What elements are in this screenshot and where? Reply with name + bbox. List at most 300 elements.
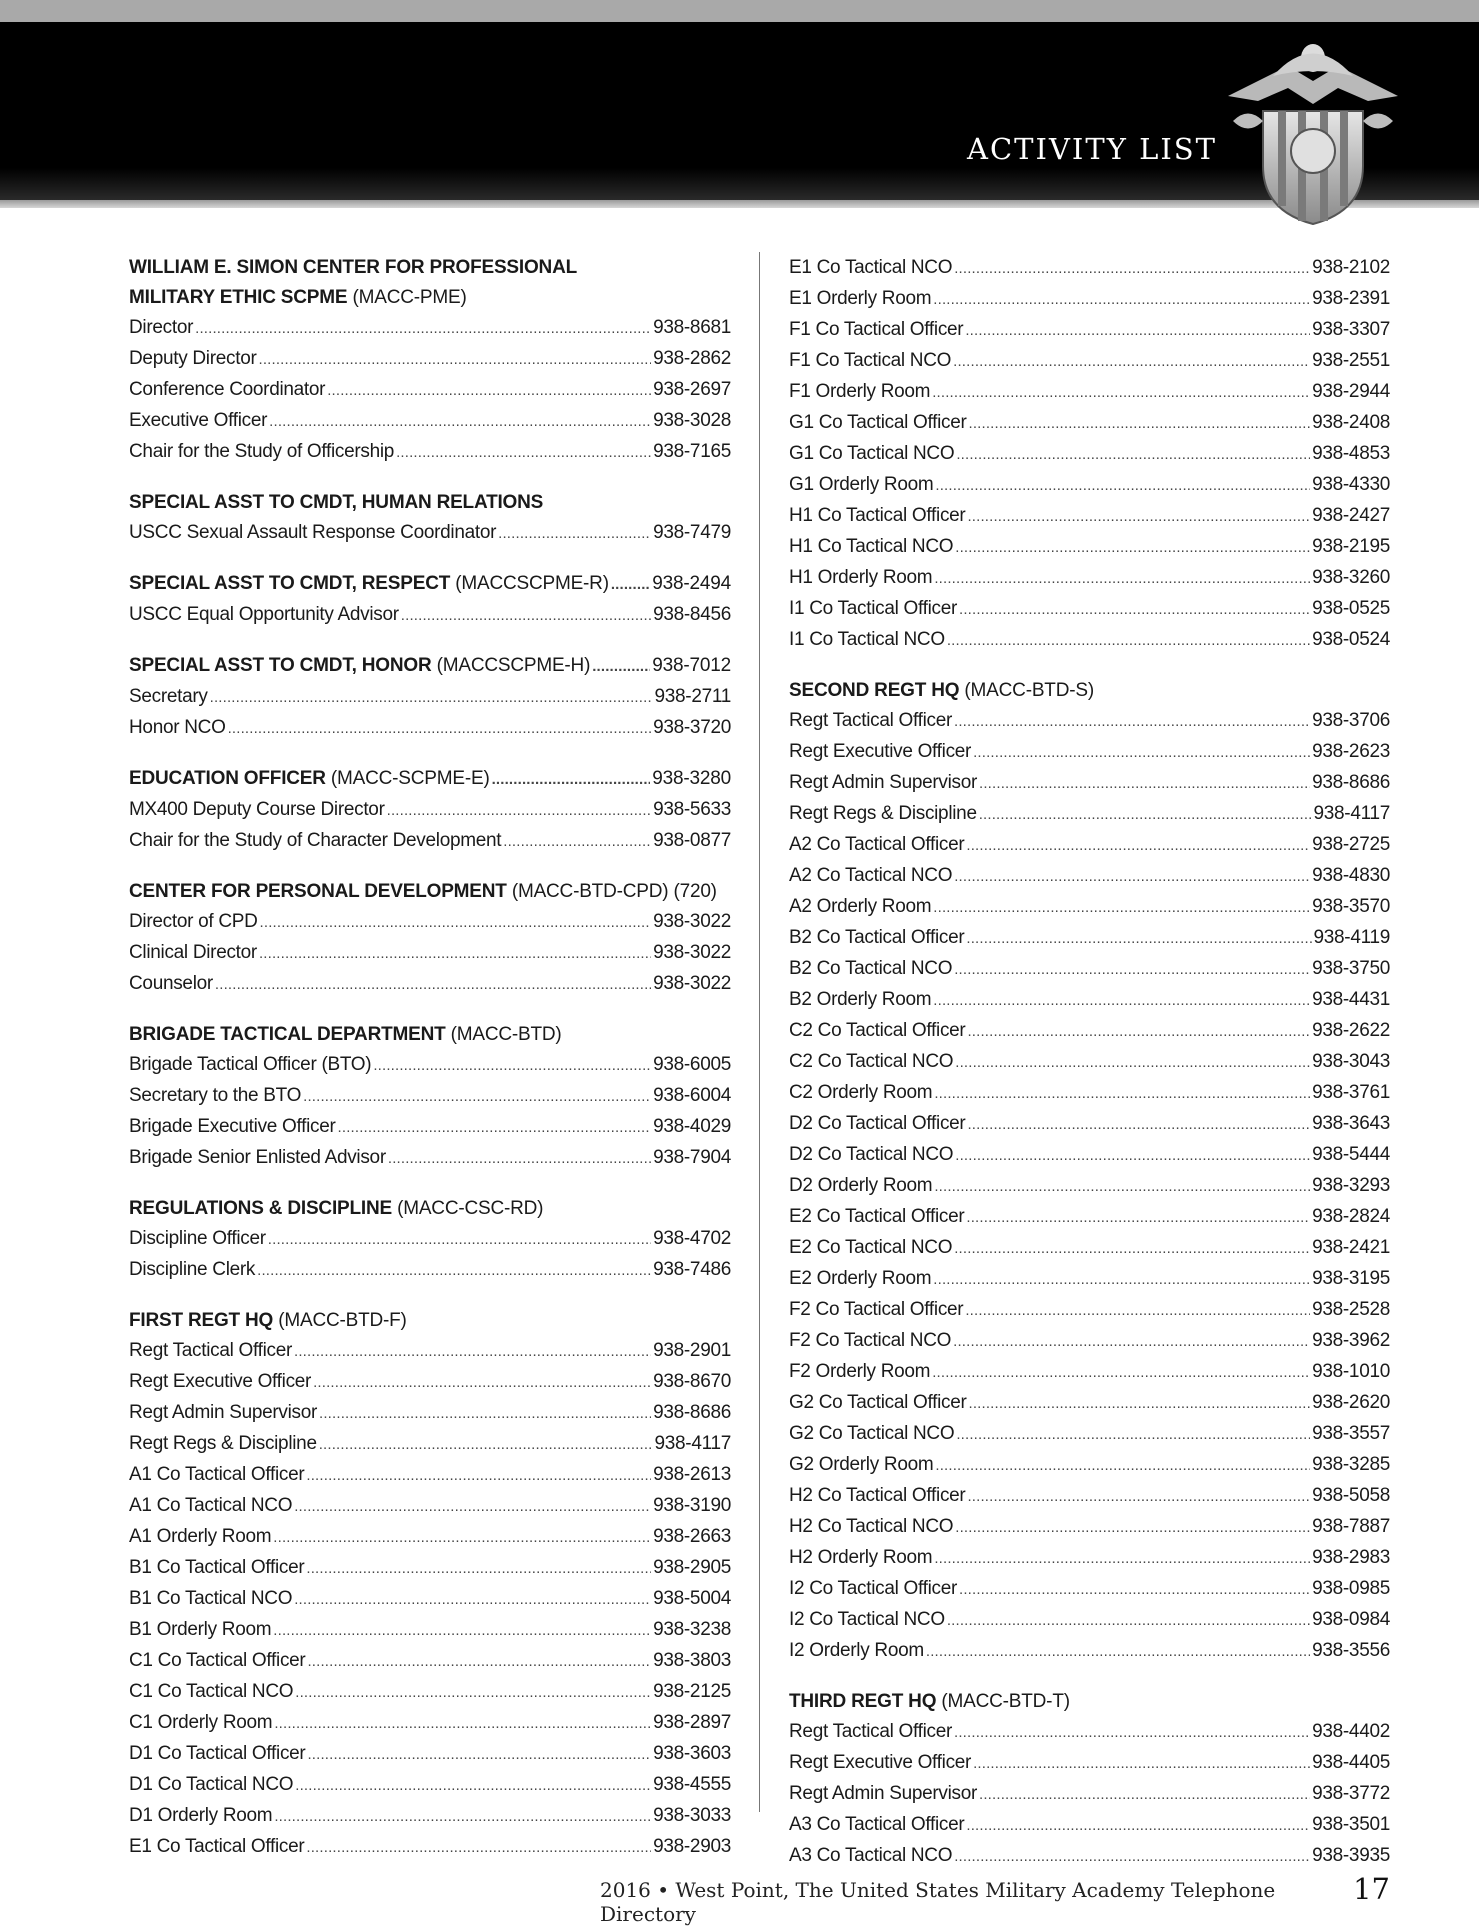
dot-leader (338, 1112, 652, 1143)
entry-name: Director of CPD (129, 911, 258, 932)
directory-entry (789, 1264, 1390, 1295)
entry-name: B1 Orderly Room (129, 1619, 272, 1640)
left-column (129, 253, 731, 1883)
page-number: 17 (1353, 1872, 1390, 1906)
phone-number: 938-3022 (653, 973, 731, 994)
dot-leader (933, 892, 1310, 923)
phone-number: 938-3720 (653, 717, 731, 738)
entry-name: Discipline Officer (129, 1228, 266, 1249)
dot-leader (966, 830, 1310, 861)
dot-leader (307, 1739, 651, 1770)
phone-number: 938-3043 (1312, 1051, 1390, 1072)
dot-leader (932, 377, 1310, 408)
phone-number: 938-2983 (1312, 1547, 1390, 1568)
directory-section (129, 488, 731, 549)
dot-leader (955, 1512, 1310, 1543)
entry-name: A1 Co Tactical Officer (129, 1464, 305, 1485)
directory-entry (789, 284, 1390, 315)
phone-number: 938-3028 (653, 410, 731, 431)
dot-leader (953, 346, 1310, 377)
section-heading (129, 877, 731, 907)
phone-number: 938-3285 (1312, 1454, 1390, 1475)
dot-leader (955, 1140, 1310, 1171)
directory-entry (129, 1553, 731, 1584)
directory-entry (129, 313, 731, 344)
dot-leader (954, 253, 1310, 284)
phone-number: 938-2622 (1312, 1020, 1390, 1041)
entry-name: A2 Co Tactical NCO (789, 865, 953, 886)
dot-leader (965, 315, 1310, 346)
dot-leader (306, 1553, 651, 1584)
dot-leader (966, 923, 1311, 954)
entry-name: C2 Orderly Room (789, 1082, 933, 1103)
dot-leader (294, 1491, 651, 1522)
phone-number: 938-4431 (1312, 989, 1390, 1010)
phone-number: 938-2824 (1312, 1206, 1390, 1227)
dot-leader (973, 737, 1310, 768)
phone-number: 938-3280 (652, 768, 731, 789)
dot-leader (979, 768, 1310, 799)
entry-name: Chair for the Study of Character Development (129, 830, 502, 851)
entry-name: Discipline Clerk (129, 1259, 256, 1280)
phone-number: 938-8681 (653, 317, 731, 338)
entry-name: B1 Co Tactical Officer (129, 1557, 305, 1578)
dot-leader (319, 1429, 653, 1460)
footer-text: 2016 • West Point, The United States Military Academy Telephone Directory (600, 1878, 1276, 1926)
phone-number: 938-2613 (653, 1464, 731, 1485)
directory-entry (789, 594, 1390, 625)
dot-leader (396, 437, 651, 468)
dot-leader (257, 1255, 651, 1286)
phone-number: 938-3022 (653, 942, 731, 963)
dot-leader (933, 985, 1310, 1016)
dot-leader (215, 969, 651, 1000)
phone-number: 938-5633 (653, 799, 731, 820)
directory-entry (129, 907, 731, 938)
directory-entry (789, 1202, 1390, 1233)
dot-leader (307, 1646, 651, 1677)
phone-number: 938-0525 (1312, 598, 1390, 619)
entry-name: B2 Co Tactical Officer (789, 927, 965, 948)
phone-number: 938-4330 (1312, 474, 1390, 495)
phone-number: 938-8670 (653, 1371, 731, 1392)
phone-number: 938-2125 (653, 1681, 731, 1702)
directory-entry (129, 1615, 731, 1646)
directory-entry (789, 706, 1390, 737)
entry-name: C1 Orderly Room (129, 1712, 273, 1733)
directory-entry (789, 1748, 1390, 1779)
entry-name: MX400 Deputy Course Director (129, 799, 385, 820)
dot-leader (210, 682, 653, 713)
phone-number: 938-2391 (1312, 288, 1390, 309)
phone-number: 938-7165 (653, 441, 731, 462)
entry-name: F2 Orderly Room (789, 1361, 931, 1382)
section-title-text: SPECIAL ASST TO CMDT, RESPECT (129, 573, 451, 594)
entry-name: I2 Co Tactical Officer (789, 1578, 957, 1599)
phone-number: 938-3033 (653, 1805, 731, 1826)
dot-leader (969, 1388, 1311, 1419)
directory-section (789, 676, 1390, 1667)
dot-leader (294, 1584, 651, 1615)
phone-number: 938-2421 (1312, 1237, 1390, 1258)
phone-number: 938-3643 (1312, 1113, 1390, 1134)
phone-number: 938-4402 (1312, 1721, 1390, 1742)
entry-name: Regt Tactical Officer (789, 710, 953, 731)
dot-leader (934, 1171, 1310, 1202)
directory-section (129, 651, 731, 744)
entry-name: Brigade Executive Officer (129, 1116, 336, 1137)
phone-number: 938-3307 (1312, 319, 1390, 340)
directory-entry (789, 1109, 1390, 1140)
dot-leader (934, 563, 1310, 594)
section-code: (MACC-SCPME-E) (330, 768, 490, 789)
entry-name: Brigade Senior Enlisted Advisor (129, 1147, 386, 1168)
phone-number: 938-8686 (653, 1402, 731, 1423)
dot-leader (388, 1143, 651, 1174)
section-title-text: CENTER FOR PERSONAL DEVELOPMENT (129, 881, 507, 902)
phone-number: 938-4555 (653, 1774, 731, 1795)
entry-name: E1 Co Tactical Officer (129, 1836, 305, 1857)
phone-number: 938-7904 (653, 1147, 731, 1168)
phone-number: 938-4029 (653, 1116, 731, 1137)
entry-name: H2 Orderly Room (789, 1547, 933, 1568)
directory-entry (129, 795, 731, 826)
directory-entry (789, 439, 1390, 470)
dot-leader (373, 1050, 651, 1081)
entry-name: A2 Orderly Room (789, 896, 932, 917)
dot-leader (269, 406, 651, 437)
dot-leader (954, 954, 1310, 985)
phone-number: 938-3803 (653, 1650, 731, 1671)
dot-leader (228, 713, 652, 744)
dot-leader (274, 1801, 651, 1832)
directory-entry (129, 1801, 731, 1832)
directory-entry (129, 1224, 731, 1255)
directory-section (129, 1306, 731, 1863)
section-heading (129, 651, 731, 682)
dot-leader (955, 1047, 1310, 1078)
directory-entry (129, 375, 731, 406)
directory-entry (789, 408, 1390, 439)
phone-number: 938-3603 (653, 1743, 731, 1764)
phone-number: 938-7887 (1312, 1516, 1390, 1537)
directory-section (129, 877, 731, 1000)
entry-name: C1 Co Tactical NCO (129, 1681, 294, 1702)
dot-leader (274, 1708, 651, 1739)
entry-name: Regt Admin Supervisor (789, 772, 978, 793)
entry-name: D2 Co Tactical NCO (789, 1144, 954, 1165)
directory-entry (129, 1491, 731, 1522)
directory-entry (789, 799, 1390, 830)
entry-name: G1 Co Tactical NCO (789, 443, 955, 464)
directory-entry (129, 1522, 731, 1553)
phone-number: 938-3238 (653, 1619, 731, 1640)
section-heading (129, 1020, 731, 1050)
phone-number: 938-0524 (1312, 629, 1390, 650)
directory-entry (129, 682, 731, 713)
section-title-text: SPECIAL ASST TO CMDT, HONOR (129, 655, 432, 676)
entry-name: Counselor (129, 973, 213, 994)
phone-number: 938-7479 (653, 522, 731, 543)
section-heading (789, 1687, 1390, 1717)
dot-leader (303, 1081, 651, 1112)
entry-name: D2 Orderly Room (789, 1175, 933, 1196)
phone-number: 938-3195 (1312, 1268, 1390, 1289)
section-code: (MACC-BTD-S) (964, 680, 1094, 701)
directory-entry (789, 253, 1390, 284)
dot-leader (498, 518, 651, 549)
directory-entry (789, 768, 1390, 799)
entry-name: G1 Co Tactical Officer (789, 412, 967, 433)
phone-number: 938-2195 (1312, 536, 1390, 557)
phone-number: 938-2623 (1312, 741, 1390, 762)
phone-number: 938-2494 (652, 573, 731, 594)
directory-entry (789, 470, 1390, 501)
entry-name: I1 Co Tactical Officer (789, 598, 957, 619)
directory-entry (129, 713, 731, 744)
dot-leader (954, 1233, 1310, 1264)
dot-leader (932, 1357, 1310, 1388)
entry-name: H1 Orderly Room (789, 567, 933, 588)
directory-entry (789, 954, 1390, 985)
dot-leader (295, 1677, 651, 1708)
directory-entry (789, 985, 1390, 1016)
dot-leader (956, 1419, 1310, 1450)
entry-name: I2 Orderly Room (789, 1640, 924, 1661)
entry-name: G1 Orderly Room (789, 474, 934, 495)
entry-name: B1 Co Tactical NCO (129, 1588, 293, 1609)
dot-leader (965, 1295, 1310, 1326)
dot-leader (973, 1748, 1310, 1779)
dot-leader (259, 938, 651, 969)
phone-number: 938-4853 (1312, 443, 1390, 464)
phone-number: 938-4702 (653, 1228, 731, 1249)
phone-number: 938-3935 (1312, 1845, 1390, 1866)
directory-entry (789, 1481, 1390, 1512)
dot-leader (195, 313, 651, 344)
entry-name: Secretary to the BTO (129, 1085, 302, 1106)
dot-leader (313, 1367, 651, 1398)
phone-number: 938-3772 (1312, 1783, 1390, 1804)
directory-entry (129, 1050, 731, 1081)
dot-leader (947, 1605, 1310, 1636)
academy-crest-icon (1218, 26, 1408, 226)
dot-leader (966, 1810, 1310, 1841)
dot-leader (268, 1224, 651, 1255)
entry-name: USCC Equal Opportunity Advisor (129, 604, 399, 625)
entry-name: Regt Regs & Discipline (129, 1433, 317, 1454)
phone-number: 938-2427 (1312, 505, 1390, 526)
entry-name: Regt Regs & Discipline (789, 803, 977, 824)
directory-entry (129, 1708, 731, 1739)
section-code: (MACCSCPME-R) (455, 573, 609, 594)
directory-entry (129, 600, 731, 631)
directory-entry (789, 1574, 1390, 1605)
section-code: (MACC-BTD-CPD) (720) (511, 881, 717, 902)
dot-leader (387, 795, 651, 826)
dot-leader (611, 569, 650, 600)
section-title-text: SPECIAL ASST TO CMDT, HUMAN RELATIONS (129, 492, 544, 513)
directory-entry (129, 1832, 731, 1863)
entry-name: Regt Admin Supervisor (789, 1783, 978, 1804)
entry-name: G2 Orderly Room (789, 1454, 934, 1475)
entry-name: F1 Co Tactical NCO (789, 350, 952, 371)
dot-leader (956, 439, 1310, 470)
directory-entry (789, 1605, 1390, 1636)
phone-number: 938-3962 (1312, 1330, 1390, 1351)
directory-section (129, 1194, 731, 1286)
section-code: (MACCSCPME-H) (436, 655, 591, 676)
directory-entry (789, 923, 1390, 954)
entry-name: Regt Admin Supervisor (129, 1402, 318, 1423)
phone-number: 938-3190 (653, 1495, 731, 1516)
phone-number: 938-2711 (654, 686, 731, 707)
phone-number: 938-2528 (1312, 1299, 1390, 1320)
phone-number: 938-2897 (653, 1712, 731, 1733)
entry-name: A1 Orderly Room (129, 1526, 272, 1547)
section-heading (789, 676, 1390, 706)
dot-leader (979, 1779, 1310, 1810)
entry-name: H2 Co Tactical NCO (789, 1516, 954, 1537)
dot-leader (955, 532, 1310, 563)
directory-entry (789, 346, 1390, 377)
dot-leader (954, 861, 1310, 892)
phone-number: 938-2905 (653, 1557, 731, 1578)
dot-leader (273, 1522, 651, 1553)
directory-entry (129, 1739, 731, 1770)
directory-entry (789, 1047, 1390, 1078)
section-code: (MACC-BTD-T) (941, 1691, 1070, 1712)
dot-leader (954, 1841, 1310, 1872)
dot-leader (294, 1336, 651, 1367)
phone-number: 938-3706 (1312, 710, 1390, 731)
directory-entry (789, 377, 1390, 408)
entry-name: Director (129, 317, 194, 338)
dot-leader (934, 1543, 1310, 1574)
phone-number: 938-2944 (1312, 381, 1390, 402)
entry-name: D1 Orderly Room (129, 1805, 273, 1826)
entry-name: E1 Orderly Room (789, 288, 932, 309)
section-title-text: FIRST REGT HQ (129, 1310, 274, 1331)
directory-entry (129, 1646, 731, 1677)
directory-entry (129, 1143, 731, 1174)
phone-number: 938-5058 (1312, 1485, 1390, 1506)
phone-number: 938-4117 (654, 1433, 731, 1454)
dot-leader (967, 1481, 1310, 1512)
phone-number: 938-2408 (1312, 412, 1390, 433)
section-title-text: THIRD REGT HQ (789, 1691, 937, 1712)
entry-name: USCC Sexual Assault Response Coordinator (129, 522, 497, 543)
phone-number: 938-2697 (653, 379, 731, 400)
phone-number: 938-8686 (1312, 772, 1390, 793)
phone-number: 938-6004 (653, 1085, 731, 1106)
phone-number: 938-3761 (1312, 1082, 1390, 1103)
directory-entry (129, 826, 731, 857)
directory-entry (789, 532, 1390, 563)
directory-entry (789, 1512, 1390, 1543)
directory-section (789, 1687, 1390, 1872)
directory-entry (129, 1112, 731, 1143)
entry-name: D1 Co Tactical NCO (129, 1774, 294, 1795)
directory-entry (129, 1429, 731, 1460)
directory-entry (789, 1171, 1390, 1202)
phone-number: 938-1010 (1312, 1361, 1390, 1382)
directory-entry (789, 1295, 1390, 1326)
section-title-text: SECOND REGT HQ (789, 680, 960, 701)
entry-name: Secretary (129, 686, 208, 707)
directory-section (129, 253, 731, 468)
directory-entry (789, 737, 1390, 768)
dot-leader (934, 1078, 1310, 1109)
section-title-text: REGULATIONS & DISCIPLINE (129, 1198, 392, 1219)
directory-entry (789, 1140, 1390, 1171)
phone-number: 938-3260 (1312, 567, 1390, 588)
section-code: (MACC-BTD) (450, 1024, 562, 1045)
entry-name: E2 Orderly Room (789, 1268, 932, 1289)
phone-number: 938-4119 (1313, 927, 1390, 948)
entry-name: D2 Co Tactical Officer (789, 1113, 966, 1134)
phone-number: 938-2901 (653, 1340, 731, 1361)
phone-number: 938-4117 (1313, 803, 1390, 824)
section-heading (129, 764, 731, 795)
directory-entry (789, 563, 1390, 594)
section-title-text: WILLIAM E. SIMON CENTER FOR PROFESSIONAL (129, 257, 578, 278)
entry-name: D1 Co Tactical Officer (129, 1743, 306, 1764)
directory-entry (789, 625, 1390, 656)
section-title-text: MILITARY ETHIC SCPME (129, 287, 348, 308)
directory-section (129, 1020, 731, 1174)
entry-name: C2 Co Tactical NCO (789, 1051, 954, 1072)
entry-name: G2 Co Tactical Officer (789, 1392, 967, 1413)
phone-number: 938-7486 (653, 1259, 731, 1280)
directory-entry (789, 1810, 1390, 1841)
dot-leader (959, 594, 1310, 625)
phone-number: 938-2551 (1312, 350, 1390, 371)
dot-leader (967, 1016, 1310, 1047)
directory-entry (129, 1398, 731, 1429)
entry-name: E1 Co Tactical NCO (789, 257, 953, 278)
directory-entry (129, 1081, 731, 1112)
entry-name: Regt Tactical Officer (789, 1721, 953, 1742)
directory-entry (789, 1388, 1390, 1419)
directory-entry (129, 1677, 731, 1708)
dot-leader (926, 1636, 1310, 1667)
dot-leader (306, 1460, 651, 1491)
dot-leader (959, 1574, 1310, 1605)
entry-name: Regt Executive Officer (129, 1371, 312, 1392)
entry-name: Brigade Tactical Officer (BTO) (129, 1054, 372, 1075)
dot-leader (953, 1326, 1310, 1357)
phone-number: 938-4830 (1312, 865, 1390, 886)
directory-entry (789, 1841, 1390, 1872)
directory-entry (129, 518, 731, 549)
entry-name: Conference Coordinator (129, 379, 326, 400)
directory-entry (789, 1450, 1390, 1481)
section-heading (129, 1306, 731, 1336)
page-footer (600, 1872, 1390, 1926)
phone-number: 938-3557 (1312, 1423, 1390, 1444)
directory-section (129, 764, 731, 857)
phone-number: 938-3022 (653, 911, 731, 932)
entry-name: I2 Co Tactical NCO (789, 1609, 945, 1630)
phone-number: 938-3570 (1312, 896, 1390, 917)
top-grey-band (0, 0, 1479, 22)
dot-leader (592, 651, 650, 682)
directory-entry (789, 892, 1390, 923)
phone-number: 938-0985 (1312, 1578, 1390, 1599)
phone-number: 938-3556 (1312, 1640, 1390, 1661)
directory-entry (789, 861, 1390, 892)
